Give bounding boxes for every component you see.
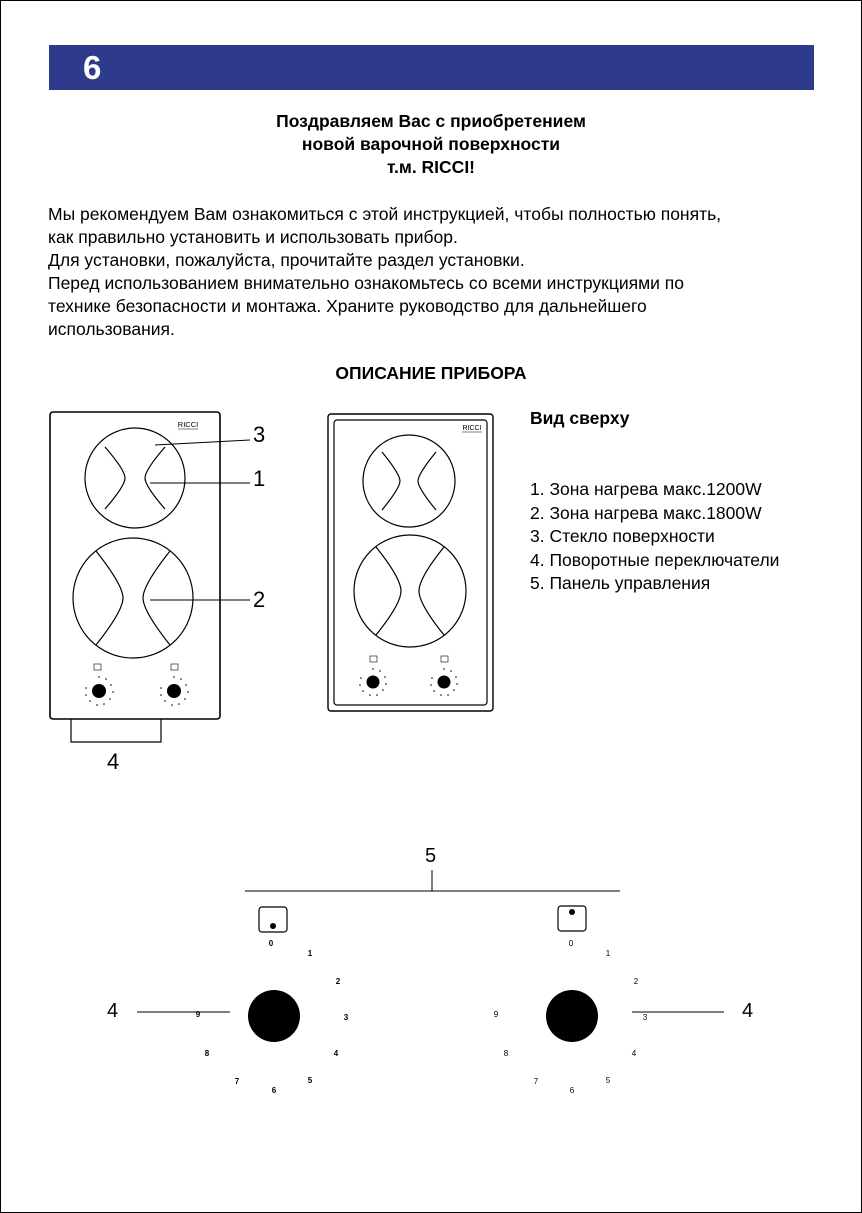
title-line: новой варочной поверхности [301, 134, 561, 154]
intro-line: использования. [48, 319, 175, 339]
dial-label: 1 [307, 949, 313, 958]
dial-label: 6 [271, 1086, 277, 1095]
callout-zone-small: 1 [253, 466, 266, 491]
dial-label: 0 [568, 939, 574, 948]
zone-arc [96, 551, 123, 645]
dial-label: 8 [503, 1049, 509, 1058]
knob-left-icon [367, 676, 380, 689]
dial-label: 2 [335, 977, 341, 986]
legend-item: 3. Стекло поверхности [530, 526, 715, 546]
dial-label: 0 [268, 939, 274, 948]
title-line: Поздравляем Вас с приобретением [276, 111, 586, 131]
zone-arc [382, 452, 400, 510]
intro-line: Для установки, пожалуйста, прочитайте раздел установки. [48, 250, 525, 270]
heating-zone-small [85, 428, 185, 528]
hob-left-logo: RICCI [177, 420, 199, 429]
zone-indicator-icon [370, 656, 377, 662]
legend-item: 5. Панель управления [530, 573, 711, 593]
dial-label: 5 [605, 1076, 611, 1085]
dial-label: 3 [343, 1013, 349, 1022]
knob-right-icon [167, 684, 181, 698]
heating-zone-small [363, 435, 455, 527]
legend-item: 2. Зона нагрева макс.1800W [530, 502, 762, 523]
dial-label: 7 [533, 1077, 539, 1086]
hob-frame-inner [334, 420, 487, 705]
section-title: ОПИСАНИЕ ПРИБОРА [335, 363, 527, 383]
legend-item: 1. Зона нагрева макс.1200W [530, 479, 762, 499]
heating-zone-large [73, 538, 193, 658]
page-number: 6 [83, 49, 102, 86]
callout-knob-right: 4 [742, 1000, 754, 1022]
indicator-dot [270, 923, 276, 929]
dial-label: 1 [605, 949, 611, 958]
zone-arc [143, 551, 170, 645]
callout-knobs: 4 [107, 749, 120, 774]
knob-left-icon [92, 684, 106, 698]
zone-arc [419, 547, 444, 635]
zone-indicator-icon [441, 656, 448, 662]
dial-label: 9 [493, 1010, 499, 1019]
legend-item: 4. Поворотные переключатели [530, 549, 780, 570]
dial-label: 7 [234, 1077, 240, 1086]
dial-label: 4 [631, 1049, 637, 1058]
control-knob-left-icon [248, 990, 300, 1042]
title-line: т.м. RICCI! [386, 157, 476, 177]
control-knob-right-icon [546, 990, 598, 1042]
hob-left-glass [50, 412, 220, 719]
callout-glass: 3 [253, 422, 266, 447]
indicator-dot [569, 909, 575, 915]
dial-label: 3 [642, 1013, 648, 1022]
zone-arc [105, 447, 125, 509]
zone-indicator-icon [171, 664, 178, 670]
intro-line: Перед использованием внимательно ознакомьтесь со всеми инструкциями по [48, 273, 684, 293]
zone-arc [376, 547, 401, 635]
hob-framed-logo: RICCI [462, 425, 482, 432]
zone-indicator-icon [94, 664, 101, 670]
zone-arc [145, 447, 165, 509]
knob-bracket [71, 719, 161, 742]
knob-right-icon [438, 676, 451, 689]
view-title: Вид сверху [530, 408, 630, 428]
dial-label: 5 [307, 1076, 313, 1085]
dial-label: 4 [333, 1049, 339, 1058]
control-panel-detail [137, 870, 724, 1095]
heating-zone-large [354, 535, 466, 647]
intro-line: технике безопасности и монтажа. Храните руководство для дальнейшего [48, 296, 647, 316]
callout-zone-large: 2 [253, 587, 266, 612]
dial-label: 9 [195, 1010, 201, 1019]
callout-knob-left: 4 [107, 1000, 119, 1022]
dial-label: 6 [569, 1086, 575, 1095]
hob-left-diagram [50, 412, 250, 742]
hob-framed-diagram [328, 414, 493, 711]
hob-frame-outer [328, 414, 493, 711]
dial-label: 2 [633, 977, 639, 986]
intro-line: Мы рекомендуем Вам ознакомиться с этой инструкцией, чтобы полностью понять, [48, 204, 722, 224]
intro-line: как правильно установить и использовать прибор. [48, 227, 458, 247]
leader-line-glass [155, 440, 250, 445]
callout-control-panel: 5 [425, 845, 437, 867]
zone-arc [418, 452, 436, 510]
dial-label: 8 [204, 1049, 210, 1058]
